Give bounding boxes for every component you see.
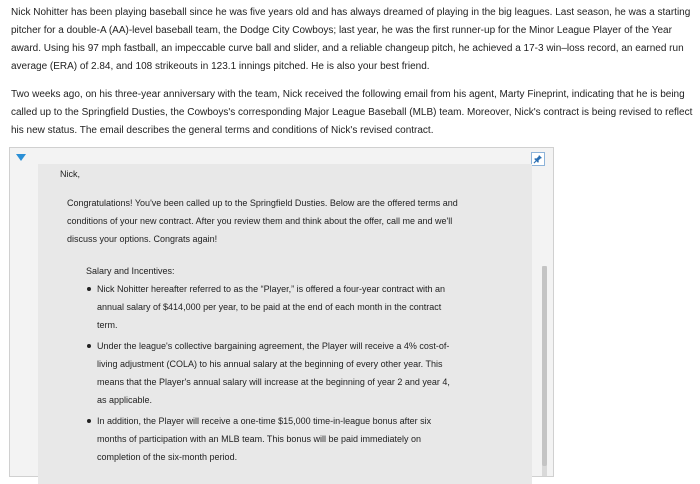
- email-greeting: Nick,: [60, 169, 80, 179]
- email-body: [38, 164, 532, 484]
- intro-paragraph-2: Two weeks ago, on his three-year anniversary with the team, Nick received the following email from his agent, Marty Fineprint, indicating that he is being called up to the Springfield Dusties, the Cowboys's corresponding Major League Baseball (MLB) team. Moreover, Nick's contract is being revised to reflect his new status. The email describes the general terms and conditions of Nick's revised contract.: [11, 89, 693, 136]
- email-panel: [9, 147, 554, 477]
- terms-list: [86, 280, 458, 469]
- collapse-triangle-icon[interactable]: [16, 154, 26, 161]
- email-paragraph: Congratulations! You've been called up to the Springfield Dusties. Below are the offered terms and conditions of your new contract. After you review them and think about the offer, call me and we'll discuss your options. Congrats again!: [67, 198, 458, 244]
- list-item: Nick Nohitter hereafter referred to as the “Player,” is offered a four-year contract with an annual salary of $414,000 per year, to be paid at the end of each month in the contract term.: [86, 280, 458, 334]
- scrollbar-thumb[interactable]: [542, 266, 547, 466]
- pushpin-icon[interactable]: [531, 152, 545, 166]
- list-item: Under the league's collective bargaining agreement, the Player will receive a 4% cost-of-living adjustment (COLA) to his annual salary at the beginning of every other year. This means that the Player's annual salary will increase at the beginning of year 2 and year 4, as applicable.: [86, 337, 458, 409]
- section-title: Salary and Incentives:: [86, 266, 175, 276]
- intro-paragraph-1: Nick Nohitter has been playing baseball since he was five years old and has always dreamed of playing in the big leagues. Last season, he was a starting pitcher for a double-A (AA)-level baseball team, the Dodge City Cowboys; last year, he was the first runner-up for the Minor League Player of the Year award. Using his 97 mph fastball, an impeccable curve ball and slider, and a reliable changeup pitch, he achieved a 17-3 win–loss record, an earned run average (ERA) of 2.84, and 108 strikeouts in 123.1 innings pitched. He is also your best friend.: [11, 7, 691, 72]
- list-item: In addition, the Player will receive a one-time $15,000 time-in-league bonus after six months of participation with an MLB team. This bonus will be paid immediately on completion of the six-month period.: [86, 412, 458, 466]
